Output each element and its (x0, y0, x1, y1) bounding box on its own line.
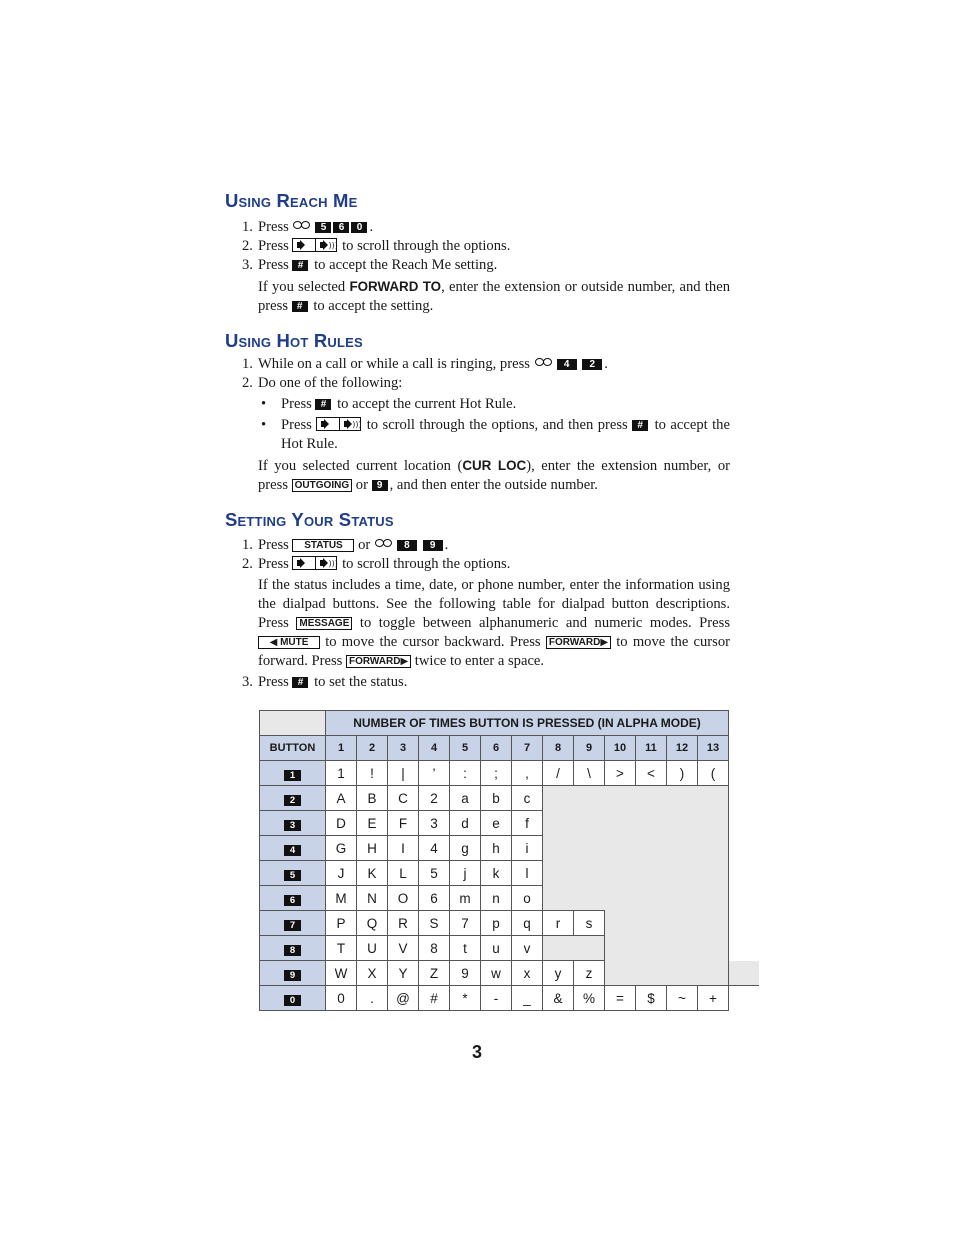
char-cell: , (512, 761, 543, 786)
char-cell: h (481, 836, 512, 861)
char-cell: r (543, 911, 574, 936)
key-hash: # (315, 399, 331, 410)
char-cell: > (605, 761, 636, 786)
note: If the status includes a time, date, or phone number, enter the information using the dialpad buttons. See the following table for dialpad button descriptions. Press MESSAGE to toggle between alphanumeric and numeric modes. Press ◀ MUTE to move the cursor backward. Press FORWARD▶ to move the cursor forward. Press FORWARD▶ twice to enter a space. (258, 577, 730, 669)
char-cell: X (357, 961, 388, 986)
char-cell: \ (574, 761, 605, 786)
column-header: 8 (543, 736, 574, 761)
char-cell: n (481, 886, 512, 911)
feature-icon (375, 538, 395, 549)
key-0: 0 (351, 222, 367, 233)
char-cell: < (636, 761, 667, 786)
char-cell: P (326, 911, 357, 936)
char-cell: k (481, 861, 512, 886)
char-cell: ! (357, 761, 388, 786)
empty-region (605, 911, 729, 986)
char-cell: q (512, 911, 543, 936)
char-cell: e (481, 811, 512, 836)
char-cell: B (357, 786, 388, 811)
char-cell: z (574, 961, 605, 986)
char-cell: ; (481, 761, 512, 786)
char-cell: O (388, 886, 419, 911)
char-cell: 8 (419, 936, 450, 961)
char-cell: E (357, 811, 388, 836)
char-cell: F (388, 811, 419, 836)
char-cell: H (357, 836, 388, 861)
char-cell: b (481, 786, 512, 811)
page-content (225, 190, 730, 706)
dialpad-key: 9 (284, 970, 301, 981)
column-header: 12 (667, 736, 698, 761)
dialpad-key: 5 (284, 870, 301, 881)
column-header: 13 (698, 736, 729, 761)
char-cell: # (419, 986, 450, 1011)
button-column-header: BUTTON (260, 736, 326, 761)
char-cell: : (450, 761, 481, 786)
dialpad-key: 3 (284, 820, 301, 831)
char-cell: * (450, 986, 481, 1011)
char-cell: o (512, 886, 543, 911)
note: If you selected current location (CUR LOC), enter the extension number, or press OUTGOING or 9 , and then enter the outside number. (258, 458, 730, 493)
dialpad-key: 1 (284, 770, 301, 781)
button-cell (260, 961, 326, 986)
char-cell: Z (419, 961, 450, 986)
button-cell (260, 786, 326, 811)
table-row (260, 786, 760, 811)
char-cell: S (419, 911, 450, 936)
page-number: 3 (471, 1042, 482, 1062)
feature-icon (535, 357, 555, 368)
char-cell: ( (698, 761, 729, 786)
mute-key: ◀ MUTE (258, 636, 320, 649)
char-cell: t (450, 936, 481, 961)
dialpad-key: 8 (284, 945, 301, 956)
section-reach-me (225, 190, 730, 316)
table-row (260, 986, 760, 1011)
char-cell: l (512, 861, 543, 886)
forward-key: FORWARD▶ (346, 655, 411, 668)
column-header: 4 (419, 736, 450, 761)
char-cell: % (574, 986, 605, 1011)
column-header: 11 (636, 736, 667, 761)
key-4: 4 (557, 359, 577, 370)
char-cell: G (326, 836, 357, 861)
char-cell: I (388, 836, 419, 861)
column-header: 2 (357, 736, 388, 761)
char-cell: 7 (450, 911, 481, 936)
step-2: 2. Press ))) to scroll through the options. (242, 238, 511, 254)
char-cell: 6 (419, 886, 450, 911)
char-cell: j (450, 861, 481, 886)
bullet-2: • Press ))) to scroll through the options, and then press # to accept the Hot Rule. (261, 417, 730, 452)
section-hot-rules (225, 330, 730, 495)
button-cell (260, 986, 326, 1011)
key-8: 8 (397, 540, 417, 551)
char-cell: w (481, 961, 512, 986)
char-cell: a (450, 786, 481, 811)
dialpad-key: 7 (284, 920, 301, 931)
column-header: 10 (605, 736, 636, 761)
char-cell: Q (357, 911, 388, 936)
char-cell: y (543, 961, 574, 986)
char-cell: _ (512, 986, 543, 1011)
button-cell (260, 861, 326, 886)
column-header: 7 (512, 736, 543, 761)
char-cell: 0 (326, 986, 357, 1011)
dialpad-table (259, 710, 759, 1011)
char-cell: M (326, 886, 357, 911)
char-cell: . (357, 986, 388, 1011)
char-cell: N (357, 886, 388, 911)
feature-icon (293, 220, 313, 231)
table-row (260, 761, 760, 786)
empty-region (543, 786, 729, 911)
step-3: 3. Press # to set the status. (242, 674, 408, 690)
char-cell: 1 (326, 761, 357, 786)
message-key: MESSAGE (296, 617, 352, 630)
forward-key: FORWARD▶ (546, 636, 611, 649)
char-cell: c (512, 786, 543, 811)
dialpad-key: 4 (284, 845, 301, 856)
char-cell: U (357, 936, 388, 961)
column-header: 6 (481, 736, 512, 761)
key-hash: # (292, 260, 308, 271)
section-title: Using Hot Rules (225, 330, 363, 351)
char-cell: p (481, 911, 512, 936)
char-cell: V (388, 936, 419, 961)
key-9: 9 (372, 480, 388, 491)
char-cell: @ (388, 986, 419, 1011)
button-cell (260, 936, 326, 961)
section-title: Using Reach Me (225, 190, 358, 211)
char-cell: J (326, 861, 357, 886)
char-cell: i (512, 836, 543, 861)
section-title: Setting Your Status (225, 509, 394, 530)
button-cell (260, 761, 326, 786)
char-cell: ~ (667, 986, 698, 1011)
empty-region (729, 961, 760, 986)
step-1: 1. While on a call or while a call is ringing, press 4 2 . (242, 356, 608, 372)
column-header: 9 (574, 736, 605, 761)
char-cell: A (326, 786, 357, 811)
char-cell: W (326, 961, 357, 986)
key-6: 6 (333, 222, 349, 233)
char-cell: 9 (450, 961, 481, 986)
button-cell (260, 911, 326, 936)
char-cell: s (574, 911, 605, 936)
dialpad-key: 0 (284, 995, 301, 1006)
step-1: 1. Press STATUS or 8 9 . (242, 537, 449, 553)
volume-icon: ))) (316, 417, 361, 431)
char-cell: | (388, 761, 419, 786)
char-cell: m (450, 886, 481, 911)
table-title: NUMBER OF TIMES BUTTON IS PRESSED (IN ALPHA MODE) (326, 711, 729, 736)
key-2: 2 (582, 359, 602, 370)
char-cell: 3 (419, 811, 450, 836)
button-cell (260, 886, 326, 911)
char-cell: D (326, 811, 357, 836)
char-cell: 5 (419, 861, 450, 886)
char-cell: / (543, 761, 574, 786)
dialpad-key: 2 (284, 795, 301, 806)
char-cell: + (698, 986, 729, 1011)
step-1: 1. Press 5 6 0 . (242, 219, 374, 235)
char-cell: = (605, 986, 636, 1011)
column-header: 5 (450, 736, 481, 761)
dialpad-key: 6 (284, 895, 301, 906)
char-cell: x (512, 961, 543, 986)
note: If you selected FORWARD TO, enter the extension or outside number, and then press # to accept the setting. (258, 279, 730, 314)
empty-region (543, 936, 605, 961)
button-cell (260, 811, 326, 836)
char-cell: 2 (419, 786, 450, 811)
char-cell: f (512, 811, 543, 836)
button-cell (260, 836, 326, 861)
char-cell: Y (388, 961, 419, 986)
bullet-1: • Press # to accept the current Hot Rule. (261, 396, 517, 412)
table-header-row (260, 711, 760, 736)
char-cell: g (450, 836, 481, 861)
key-9: 9 (423, 540, 443, 551)
section-status (225, 509, 730, 692)
char-cell: C (388, 786, 419, 811)
step-3: 3. Press # to accept the Reach Me setting. (242, 257, 498, 273)
char-cell: L (388, 861, 419, 886)
volume-icon: ))) (292, 238, 337, 252)
table-corner (260, 711, 326, 736)
char-cell: ) (667, 761, 698, 786)
key-5: 5 (315, 222, 331, 233)
step-2: 2. Do one of the following: (242, 375, 403, 391)
step-2: 2. Press ))) to scroll through the options. (242, 556, 511, 572)
char-cell: T (326, 936, 357, 961)
key-hash: # (292, 677, 308, 688)
char-cell: R (388, 911, 419, 936)
char-cell: 4 (419, 836, 450, 861)
status-key: STATUS (292, 539, 354, 552)
column-header: 1 (326, 736, 357, 761)
char-cell: - (481, 986, 512, 1011)
key-hash: # (632, 420, 648, 431)
volume-icon: ))) (292, 556, 337, 570)
char-cell: & (543, 986, 574, 1011)
char-cell: d (450, 811, 481, 836)
table-row (260, 911, 760, 936)
column-header: 3 (388, 736, 419, 761)
char-cell: ’ (419, 761, 450, 786)
char-cell: u (481, 936, 512, 961)
char-cell: K (357, 861, 388, 886)
char-cell: $ (636, 986, 667, 1011)
char-cell: v (512, 936, 543, 961)
outgoing-key: OUTGOING (292, 479, 352, 492)
table-column-row (260, 736, 760, 761)
key-hash: # (292, 301, 308, 312)
